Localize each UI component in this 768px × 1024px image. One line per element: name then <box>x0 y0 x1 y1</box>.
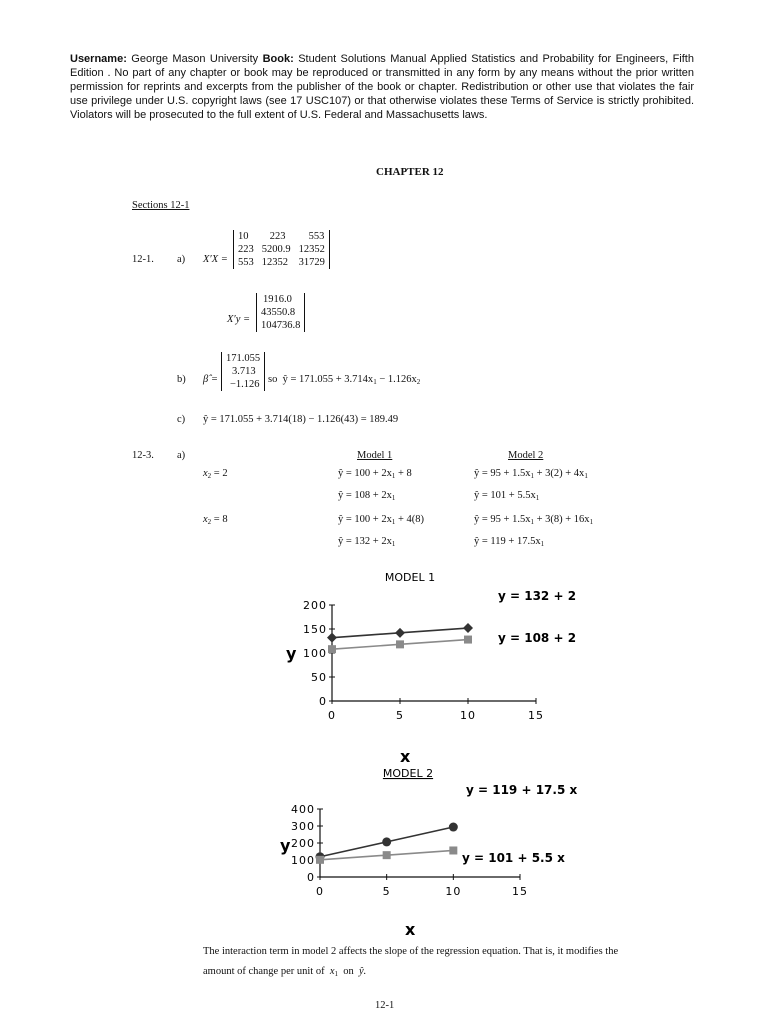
xy-cell: 43550.8 <box>261 307 296 318</box>
xx-cell: 223 <box>269 231 286 242</box>
x-tick-label: 15 <box>512 885 528 898</box>
y-tick-label: 50 <box>311 671 327 684</box>
y-tick-label: 400 <box>291 803 315 816</box>
x-axis-label: x <box>400 747 411 765</box>
header-text: Student Solutions Manual Applied Statistics and Probability for Engineers, Fifth Edition . No part of any chapter or book may be reproduced or transmitted in any form by any means without the prior written permission for reprints and excerpts from the publisher of the book or chapter. Redistribution or other use that violates the fair use privilege under U.S. copyright laws (see 17 USC107) or that otherwise violates these Terms of Service is strictly prohibited. Violators will be prosecuted to the full extent of U.S. Federal and Massachusetts laws. <box>70 53 694 121</box>
data-point <box>328 645 336 653</box>
chapter-title: CHAPTER 12 <box>376 166 444 178</box>
xx-matrix <box>233 230 330 269</box>
model2-eq-3: ŷ = $95 + 1.5x_1 + 3(8) + 16x_1$ <box>474 514 594 526</box>
x-tick-label: 15 <box>528 709 544 722</box>
problem-number-12-1: 12-1. <box>132 254 154 265</box>
model1-eq-1: ŷ = $100 + 2x_1 + 8$ <box>338 468 412 480</box>
model2-eq-1: ŷ = $95 + 1.5x_1 + 3(2) + 4x_1$ <box>474 468 588 480</box>
x-tick-label: 5 <box>396 709 404 722</box>
series-label: y = 119 + 17.5 x <box>466 783 578 797</box>
series-label: y = 101 + 5.5 x <box>462 851 565 865</box>
conclusion-line-1: The interaction term in model 2 affects the slope of the regression equation. That is, it modifies the <box>203 946 619 957</box>
x-axis-label: x <box>405 920 416 939</box>
y-tick-label: 150 <box>303 623 327 636</box>
model2-chart <box>270 765 580 940</box>
data-point <box>396 640 404 648</box>
xx-label: X′X = <box>203 254 228 265</box>
model1-eq-4: ŷ = $132 + 2x_1$ <box>338 536 396 548</box>
xy-cell: 104736.8 <box>261 320 301 331</box>
data-point <box>449 823 458 832</box>
book-label: Book: <box>262 53 294 65</box>
data-point <box>463 623 473 633</box>
x2-equals-2: $x_2 = 2$ <box>203 468 228 480</box>
x-tick-label: 0 <box>316 885 324 898</box>
series-label: y = 108 + 2 <box>498 631 577 645</box>
beta-label: β̂ = <box>203 374 218 385</box>
data-point <box>382 837 391 846</box>
regression-equation-b: ŷ = $171.055 + 3.714x_1 - 1.126x_2$ <box>282 374 421 386</box>
section-title: Sections 12-1 <box>132 200 190 211</box>
page-number: 12-1 <box>375 1000 395 1011</box>
username-label: Username: <box>70 53 127 65</box>
beta-cell: −1.126 <box>230 379 260 390</box>
y-tick-label: 0 <box>319 695 327 708</box>
data-point <box>383 851 391 859</box>
y-axis-label: y <box>286 644 297 663</box>
xy-matrix <box>256 293 305 332</box>
prediction-c: ŷ = 171.055 + 3.714(18) − 1.126(43) = 189.49 <box>203 414 399 425</box>
y-axis-label: y <box>280 836 291 855</box>
model-2-heading: Model 2 <box>508 450 544 461</box>
model2-eq-4: ŷ = $119 + 17.5x_1$ <box>474 536 545 548</box>
x-tick-label: 10 <box>460 709 476 722</box>
model-1-heading: Model 1 <box>357 450 393 461</box>
beta-cell: 3.713 <box>232 366 256 377</box>
xx-cell: 553 <box>308 231 325 242</box>
data-point <box>464 636 472 644</box>
model2-eq-2: ŷ = $101 + 5.5x_1$ <box>474 490 540 502</box>
chart-title: MODEL 2 <box>382 767 434 780</box>
y-tick-label: 200 <box>303 599 327 612</box>
model1-eq-3: ŷ = $100 + 2x_1 + 4(8)$ <box>338 514 425 526</box>
model1-chart <box>270 565 590 765</box>
beta-matrix <box>221 352 265 391</box>
data-point <box>327 633 337 643</box>
xx-cell: 553 <box>238 257 254 268</box>
x-tick-label: 5 <box>382 885 391 898</box>
y-tick-label: 0 <box>307 871 315 884</box>
username-value: George Mason University <box>131 53 259 65</box>
conclusion-line-2: amount of change per unit of $x_1$ on ŷ. <box>203 966 367 978</box>
part-b-label: b) <box>177 374 186 385</box>
xx-cell: 12352 <box>298 244 325 255</box>
data-point <box>316 856 324 864</box>
xx-cell: 5200.9 <box>261 244 291 255</box>
y-tick-label: 100 <box>303 647 327 660</box>
model1-eq-2: ŷ = $108 + 2x_1$ <box>338 490 396 502</box>
x2-equals-8: $x_2 = 8$ <box>203 514 228 526</box>
y-tick-label: 100 <box>291 854 315 867</box>
part-a-label: a) <box>177 254 186 265</box>
y-tick-label: 300 <box>291 820 315 833</box>
y-tick-label: 200 <box>291 837 315 850</box>
so-text: so <box>268 374 278 385</box>
data-point <box>449 846 457 854</box>
xy-cell: 1916.0 <box>263 294 292 305</box>
series-label: y = 132 + 2 <box>498 589 577 603</box>
x-tick-label: 10 <box>445 885 462 898</box>
problem-number-12-3: 12-3. <box>132 450 154 461</box>
xx-cell: 31729 <box>298 257 325 268</box>
beta-cell: 171.055 <box>226 353 261 364</box>
xx-cell: 12352 <box>261 257 288 268</box>
copyright-header <box>70 52 694 122</box>
x-tick-label: 0 <box>328 709 336 722</box>
xx-cell: 10 <box>238 231 249 242</box>
part-c-label: c) <box>177 414 186 425</box>
data-point <box>395 628 405 638</box>
part-a-label-12-3: a) <box>177 450 186 461</box>
xx-cell: 223 <box>238 244 254 255</box>
chart-title: MODEL 1 <box>384 571 436 584</box>
xy-label: X′y = <box>227 314 251 325</box>
